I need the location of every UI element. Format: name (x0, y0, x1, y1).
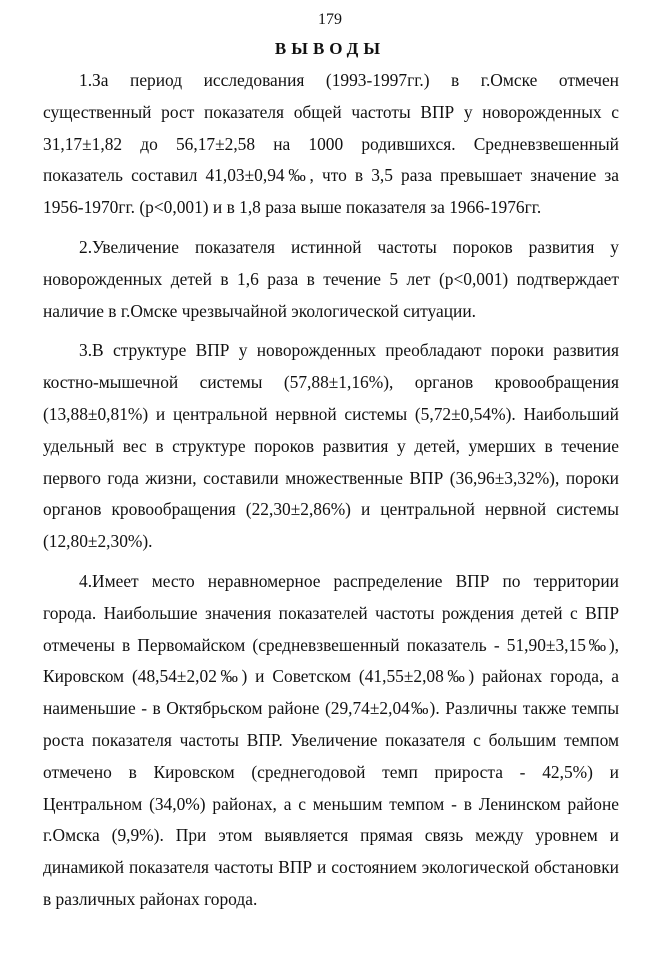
conclusion-paragraph-1: 1.За период исследования (1993-1997гг.) в г.Омске отмечен существенный рост показателя общей частоты ВПР у новорожденных с 31,17±1,82 до 56,17±2,58 на 1000 родившихся. Средневзвешенный показатель составил 41,03±0,94‰, что в 3,5 раза превышает значение за 1956-1970гг. (p<0,001) и в 1,8 раза выше показателя за 1966-1976гг. (43, 70, 619, 218)
conclusion-paragraph-3: 3.В структуре ВПР у новорожденных преобладают пороки развития костно-мышечной системы (57,88±1,16%), органов кровообращения (13,88±0,81%) и центральной нервной системы (5,72±0,54%). Наибольший удельный вес в структуре пороков развития у детей, умерших в течение первого года жизни, составили множественные ВПР (36,96±3,32%), пороки органов кровообращения (22,30±2,86%) и центральной нервной системы (12,80±2,30%). (43, 340, 619, 552)
section-heading: ВЫВОДЫ (274, 39, 386, 58)
conclusion-paragraph-2: 2.Увеличение показателя истинной частоты пороков развития у новорожденных детей в 1,6 раза в течение 5 лет (p<0,001) подтверждает наличие в г.Омске чрезвычайной экологической ситуации. (43, 236, 619, 321)
conclusion-paragraph-4: 4.Имеет место неравномерное распределение ВПР по территории города. Наибольшие значения показателей частоты рождения детей с ВПР отмечены в Первомайском (средневзвешенный показатель - 51,90±3,15‰), Кировском (48,54±2,02‰) и Советском (41,55±2,08‰) районах города, а наименьшие - в Октябрьском районе (29,74±2,04‰). Различны также темпы роста показателя частоты ВПР. Увеличение показателя с большим темпом отмечено в Кировском (среднегодовой темп прироста - 42,5%) и Центральном (34,0%) районах, а с меньшим темпом - в Ленинском районе г.Омска (9,9%). При этом выявляется прямая связь между уровнем и динамикой показателя частоты ВПР и состоянием экологической обстановки в различных районах города. (43, 570, 619, 909)
conclusions-body (43, 65, 619, 916)
page-number: 179 (318, 11, 342, 28)
